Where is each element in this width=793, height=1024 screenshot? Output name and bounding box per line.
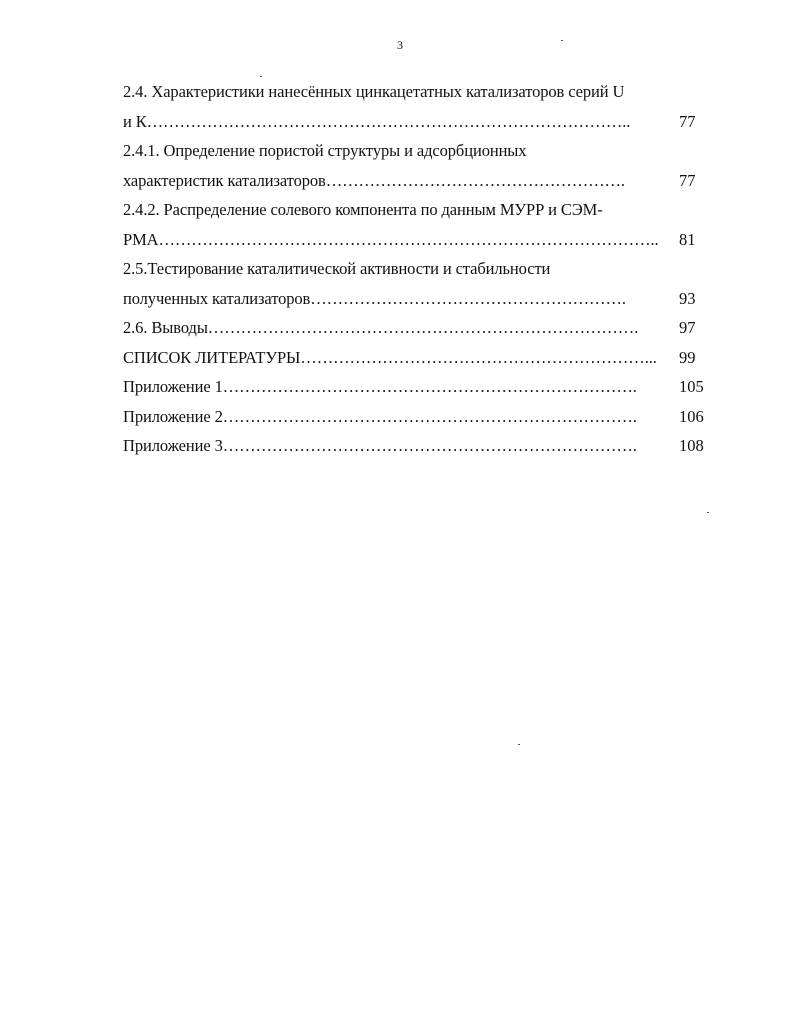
toc-line (123, 372, 703, 402)
toc-line (123, 313, 703, 343)
toc-page-number: 81 (679, 229, 696, 249)
toc-entry-text: и К…………………………………………………………………………….. (123, 111, 631, 131)
toc-entry-text: 2.4.2. Распределение солевого компонента по данным МУРР и СЭМ- (123, 200, 603, 219)
toc-page-number: 77 (679, 111, 696, 131)
toc-entry-text: Приложение 2…………………………………………………………………. (123, 406, 637, 426)
toc-entry-text: 2.5.Тестирование каталитической активности и стабильности (123, 259, 551, 278)
toc-entry-text: 2.4. Характеристики нанесённых цинкацетатных катализаторов серий U (123, 82, 625, 101)
toc-page-number: 77 (679, 170, 696, 190)
toc-line (123, 431, 703, 461)
scan-speck (518, 744, 520, 745)
toc-page-number: 93 (679, 288, 696, 308)
toc-entry-text: 2.4.1. Определение пористой структуры и адсорбционных (123, 141, 527, 160)
toc-line (123, 254, 703, 284)
toc-line (123, 136, 703, 166)
toc-line (123, 225, 703, 255)
toc-entry-text: РМА……………………………………………………………………………….. (123, 229, 659, 249)
toc-entry-text: 2.6. Выводы……………………………………………………………………. (123, 318, 639, 337)
toc-entry-text: Приложение 3…………………………………………………………………. (123, 436, 637, 455)
toc-entry-text: полученных катализаторов…………………………………………………. (123, 288, 626, 308)
toc-line (123, 195, 703, 225)
toc-page-number: 97 (679, 318, 696, 337)
toc-page-number: 105 (679, 377, 704, 396)
toc-line (123, 402, 703, 432)
toc-page-number: 99 (679, 347, 696, 367)
toc-entry-text: СПИСОК ЛИТЕРАТУРЫ………………………………………………………... (123, 347, 657, 367)
table-of-contents (123, 77, 703, 461)
scan-speck (260, 76, 262, 77)
toc-line (123, 166, 703, 196)
toc-line (123, 284, 703, 314)
toc-entry-text: Приложение 1…………………………………………………………………. (123, 377, 637, 396)
scan-speck (707, 512, 709, 513)
toc-entry-text: характеристик катализаторов………………………………………………. (123, 170, 625, 190)
scan-speck (561, 40, 563, 41)
toc-page-number: 108 (679, 436, 704, 455)
toc-line (123, 343, 703, 373)
toc-page-number: 106 (679, 406, 704, 426)
toc-line (123, 107, 703, 137)
page-number: 3 (397, 38, 403, 52)
toc-line (123, 77, 703, 107)
